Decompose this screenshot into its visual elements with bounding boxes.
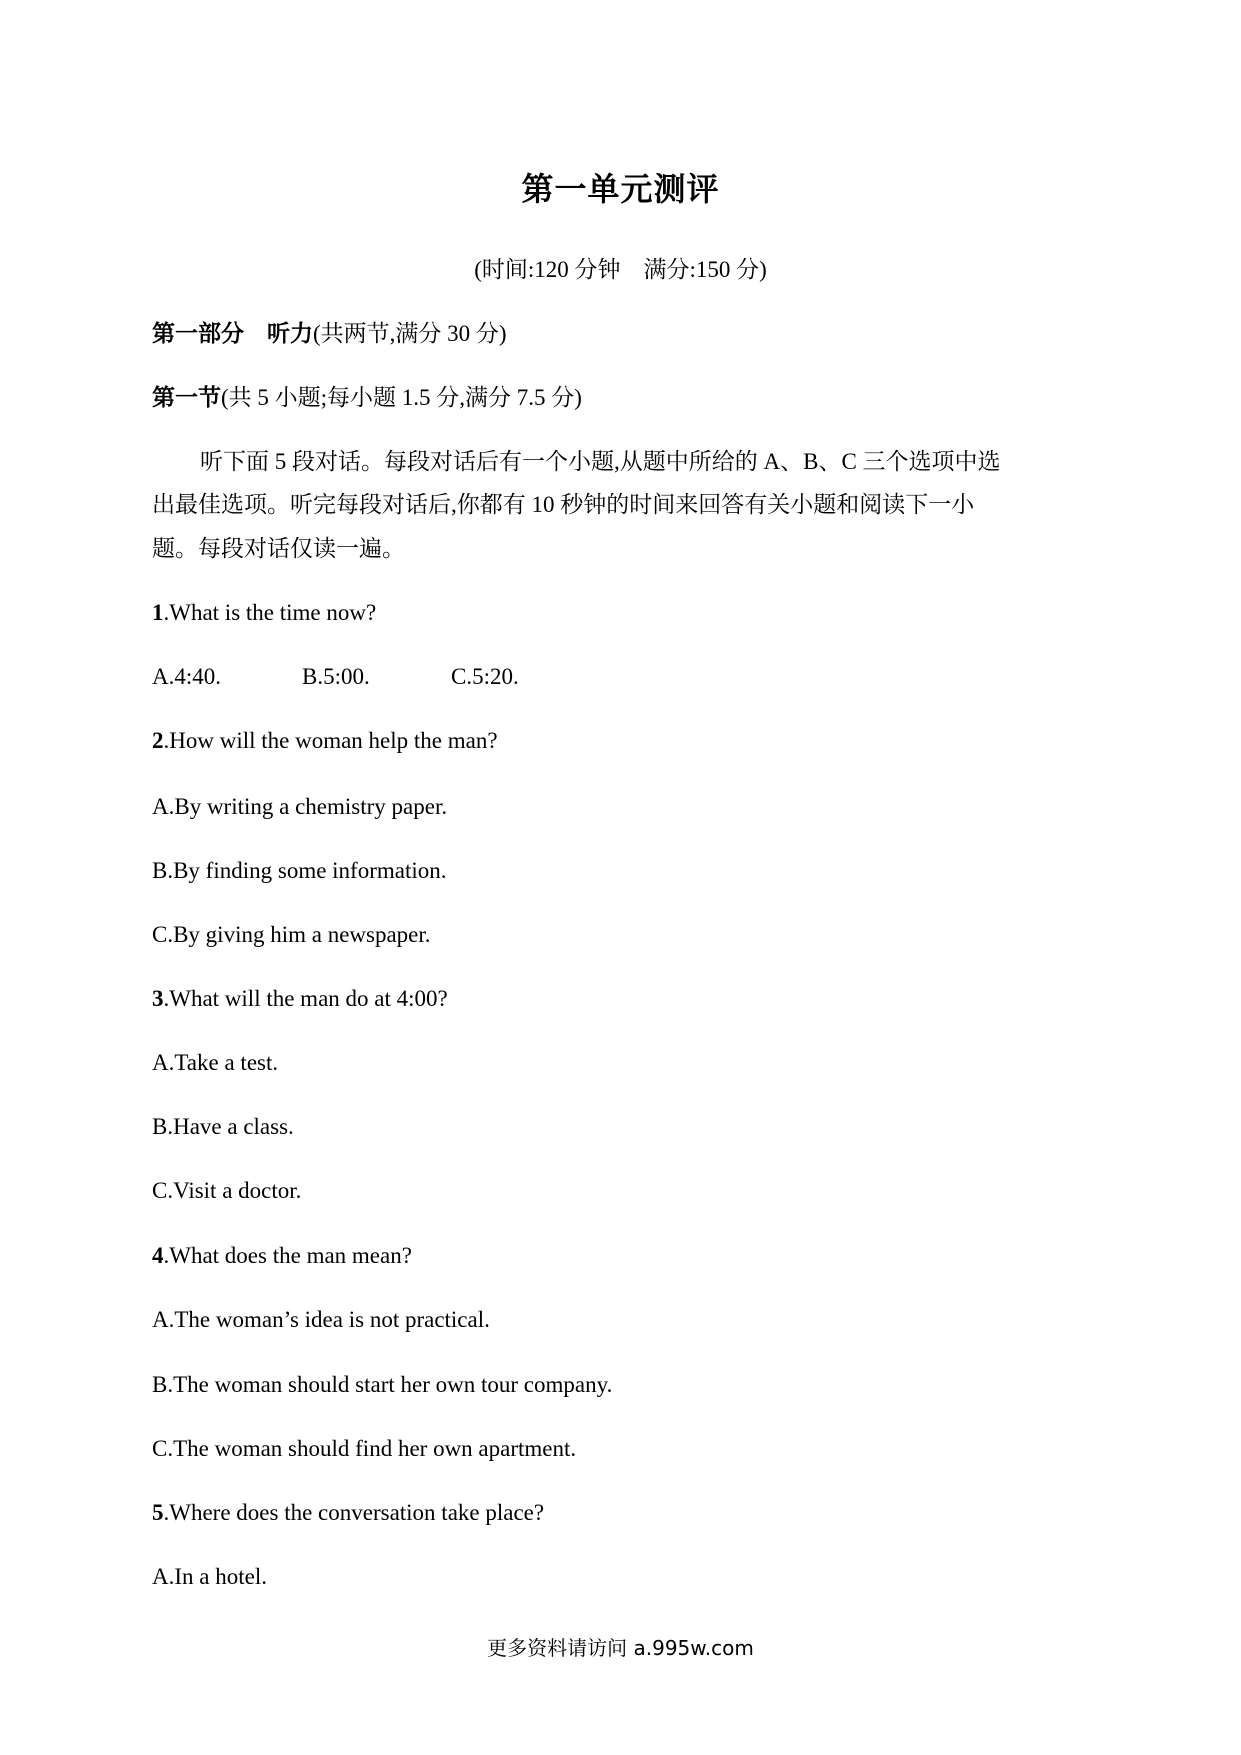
instructions-line-1: 听下面 5 段对话。每段对话后有一个小题,从题中所给的 A、B、C 三个选项中选 <box>200 449 1001 474</box>
page-title: 第一单元测评 <box>521 171 720 207</box>
question-stem: .Where does the conversation take place? <box>163 1500 545 1525</box>
instructions-line-2: 出最佳选项。听完每段对话后,你都有 10 秒钟的时间来回答有关小题和阅读下一小 <box>152 492 975 517</box>
question-stem: .What will the man do at 4:00? <box>163 986 448 1011</box>
section-heading <box>152 385 582 411</box>
question-number: 4 <box>152 1243 164 1268</box>
question-3 <box>152 986 448 1012</box>
option-a: A.4:40. <box>152 664 221 689</box>
section-label: 第一节 <box>152 385 221 410</box>
question-number: 2 <box>152 728 164 753</box>
option-a: A.By writing a chemistry paper. <box>152 794 448 819</box>
instructions-line-3: 题。每段对话仅读一遍。 <box>152 536 405 561</box>
exam-meta: (时间:120 分钟 满分:150 分) <box>474 257 767 282</box>
option-a: A.The woman’s idea is not practical. <box>152 1307 490 1332</box>
question-number: 3 <box>152 986 164 1011</box>
question-number: 5 <box>152 1500 164 1525</box>
question-1 <box>152 600 376 626</box>
question-5 <box>152 1500 544 1526</box>
option-b: B.The woman should start her own tour company. <box>152 1372 613 1397</box>
option-c: C.5:20. <box>451 664 519 689</box>
option-b: B.Have a class. <box>152 1114 294 1139</box>
option-a: A.In a hotel. <box>152 1564 267 1589</box>
question-stem: .What does the man mean? <box>163 1243 412 1268</box>
question-number: 1 <box>152 600 164 625</box>
option-a: A.Take a test. <box>152 1050 279 1075</box>
part-note: (共两节,满分 30 分) <box>313 321 507 346</box>
part-label: 第一部分 听力 <box>152 321 313 346</box>
question-stem: .How will the woman help the man? <box>163 728 498 753</box>
footer-link-text: 更多资料请访问 a.995w.com <box>487 1636 754 1660</box>
question-4 <box>152 1243 412 1269</box>
option-b: B.By finding some information. <box>152 858 447 883</box>
question-2 <box>152 728 498 754</box>
option-c: C.The woman should find her own apartment. <box>152 1436 577 1461</box>
section-note: (共 5 小题;每小题 1.5 分,满分 7.5 分) <box>221 385 582 410</box>
question-stem: .What is the time now? <box>163 600 377 625</box>
option-c: C.Visit a doctor. <box>152 1178 302 1203</box>
question-1-options <box>0 664 1241 690</box>
part-heading <box>152 321 507 347</box>
option-c: C.By giving him a newspaper. <box>152 922 431 947</box>
option-b: B.5:00. <box>302 664 370 689</box>
